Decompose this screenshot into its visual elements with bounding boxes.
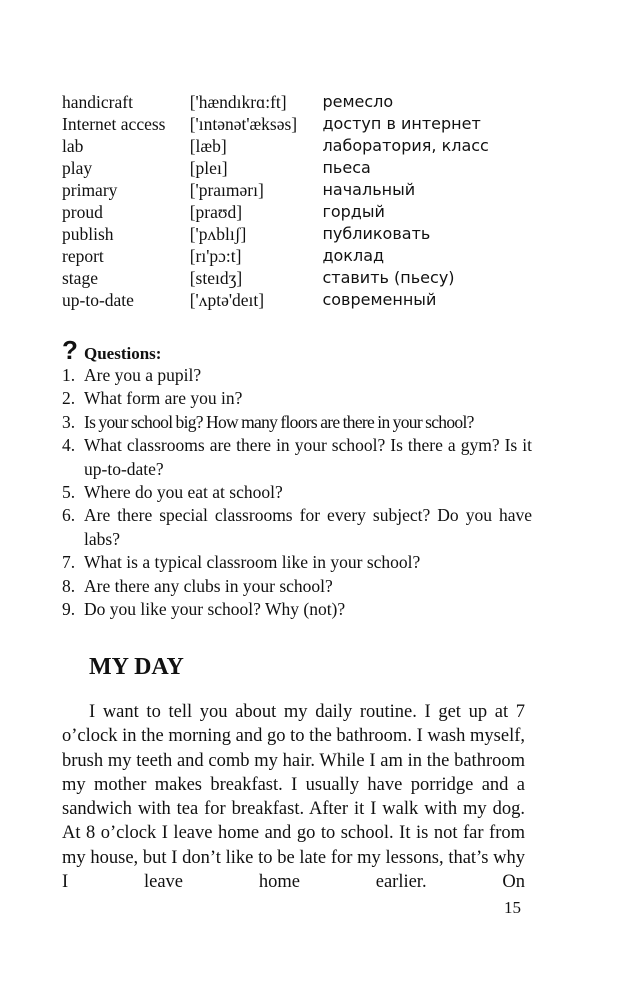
vocabulary-row (62, 157, 542, 179)
vocabulary-row (62, 223, 542, 245)
questions-list (62, 364, 532, 621)
question-number: 4. (62, 435, 76, 456)
question-number: 1. (62, 365, 76, 385)
question-text: Where do you eat at school? (84, 482, 283, 503)
vocab-word: handicraft (62, 92, 133, 112)
questions-header (62, 335, 162, 365)
vocab-word: up-to-date (62, 290, 134, 310)
question-number: 3. (62, 411, 76, 432)
vocabulary-row (62, 245, 542, 267)
page-number: 15 (504, 898, 521, 917)
vocab-translation: лаборатория, класс (322, 136, 489, 155)
question-item (62, 387, 532, 410)
question-text: Is your school big? How many floors are there in your school? (84, 411, 474, 432)
question-item (62, 575, 532, 598)
question-number: 2. (62, 388, 76, 409)
vocab-transcription: ['praımərı] (189, 180, 264, 200)
vocabulary-row (62, 289, 542, 311)
vocab-transcription: [praʊd] (189, 202, 243, 222)
question-mark-icon: ? (62, 335, 78, 365)
vocab-translation: ставить (пьесу) (322, 268, 455, 287)
question-number: 9. (62, 599, 76, 620)
vocabulary-row (62, 91, 542, 113)
vocab-word: play (62, 158, 93, 178)
vocabulary-row (62, 113, 542, 135)
vocabulary-row (62, 179, 542, 201)
vocab-word: primary (62, 180, 118, 200)
question-text: Are there special classrooms for every subject? Do you have labs? (84, 505, 532, 549)
vocab-word: lab (62, 136, 84, 156)
question-number: 6. (62, 505, 76, 526)
question-text: Are you a pupil? (84, 365, 202, 385)
question-text: What classrooms are there in your school? Is there a gym? Is it up-to-date? (84, 435, 532, 479)
question-item (62, 434, 532, 481)
vocab-translation: ремесло (322, 92, 394, 111)
vocab-word: proud (62, 202, 103, 222)
vocab-transcription: ['pʌblıʃ] (189, 224, 247, 244)
body-paragraph: I want to tell you about my daily routine. I get up at 7 o’clock in the morning and go to the bathroom. I wash myself, brush my teeth and comb my hair. While I am in the bathroom my mother makes breakfast. I usually have porridge and a sandwich with tea for breakfast. After it I walk with my dog. At 8 o’clock I leave home and go to school. It is not far from my house, but I don’t like to be late for my lessons, that’s why I leave home earlier. On (62, 702, 525, 893)
vocab-transcription: [rı'pɔ:t] (189, 246, 242, 266)
section-heading: MY DAY (89, 654, 184, 680)
vocab-translation: доклад (322, 246, 385, 265)
question-item (62, 598, 532, 621)
vocab-word: publish (62, 224, 114, 244)
question-item (62, 551, 532, 574)
question-text: What form are you in? (84, 388, 243, 409)
question-number: 8. (62, 575, 76, 596)
question-item (62, 411, 532, 434)
vocab-translation: современный (322, 290, 437, 309)
question-number: 7. (62, 552, 76, 573)
vocab-translation: доступ в интернет (322, 114, 481, 133)
question-text: Do you like your school? Why (not)? (84, 599, 346, 620)
vocabulary-row (62, 267, 542, 289)
question-number: 5. (62, 482, 76, 503)
questions-title: Questions: (84, 344, 162, 363)
vocab-transcription: ['hændıkrɑ:ft] (189, 92, 287, 112)
vocabulary-row (62, 201, 542, 223)
question-item (62, 364, 532, 387)
vocab-word: report (62, 246, 104, 266)
vocab-word: Internet access (62, 114, 166, 134)
vocab-transcription: ['ʌptə'deıt] (189, 290, 265, 310)
vocab-transcription: [pleı] (189, 158, 228, 178)
vocab-transcription: [læb] (189, 136, 227, 156)
vocab-translation: пьеса (322, 158, 371, 177)
question-text: Are there any clubs in your school? (84, 575, 333, 596)
vocab-translation: гордый (322, 202, 385, 221)
question-item (62, 481, 532, 504)
vocab-translation: начальный (322, 180, 416, 199)
question-item (62, 504, 532, 551)
vocab-transcription: [steıdʒ] (189, 268, 243, 288)
vocab-translation: публиковать (322, 224, 431, 243)
vocabulary-list (62, 91, 542, 311)
question-text: What is a typical classroom like in your school? (84, 552, 421, 573)
vocab-word: stage (62, 268, 98, 288)
vocabulary-row (62, 135, 542, 157)
vocab-transcription: ['ıntənət'æksəs] (189, 114, 298, 134)
